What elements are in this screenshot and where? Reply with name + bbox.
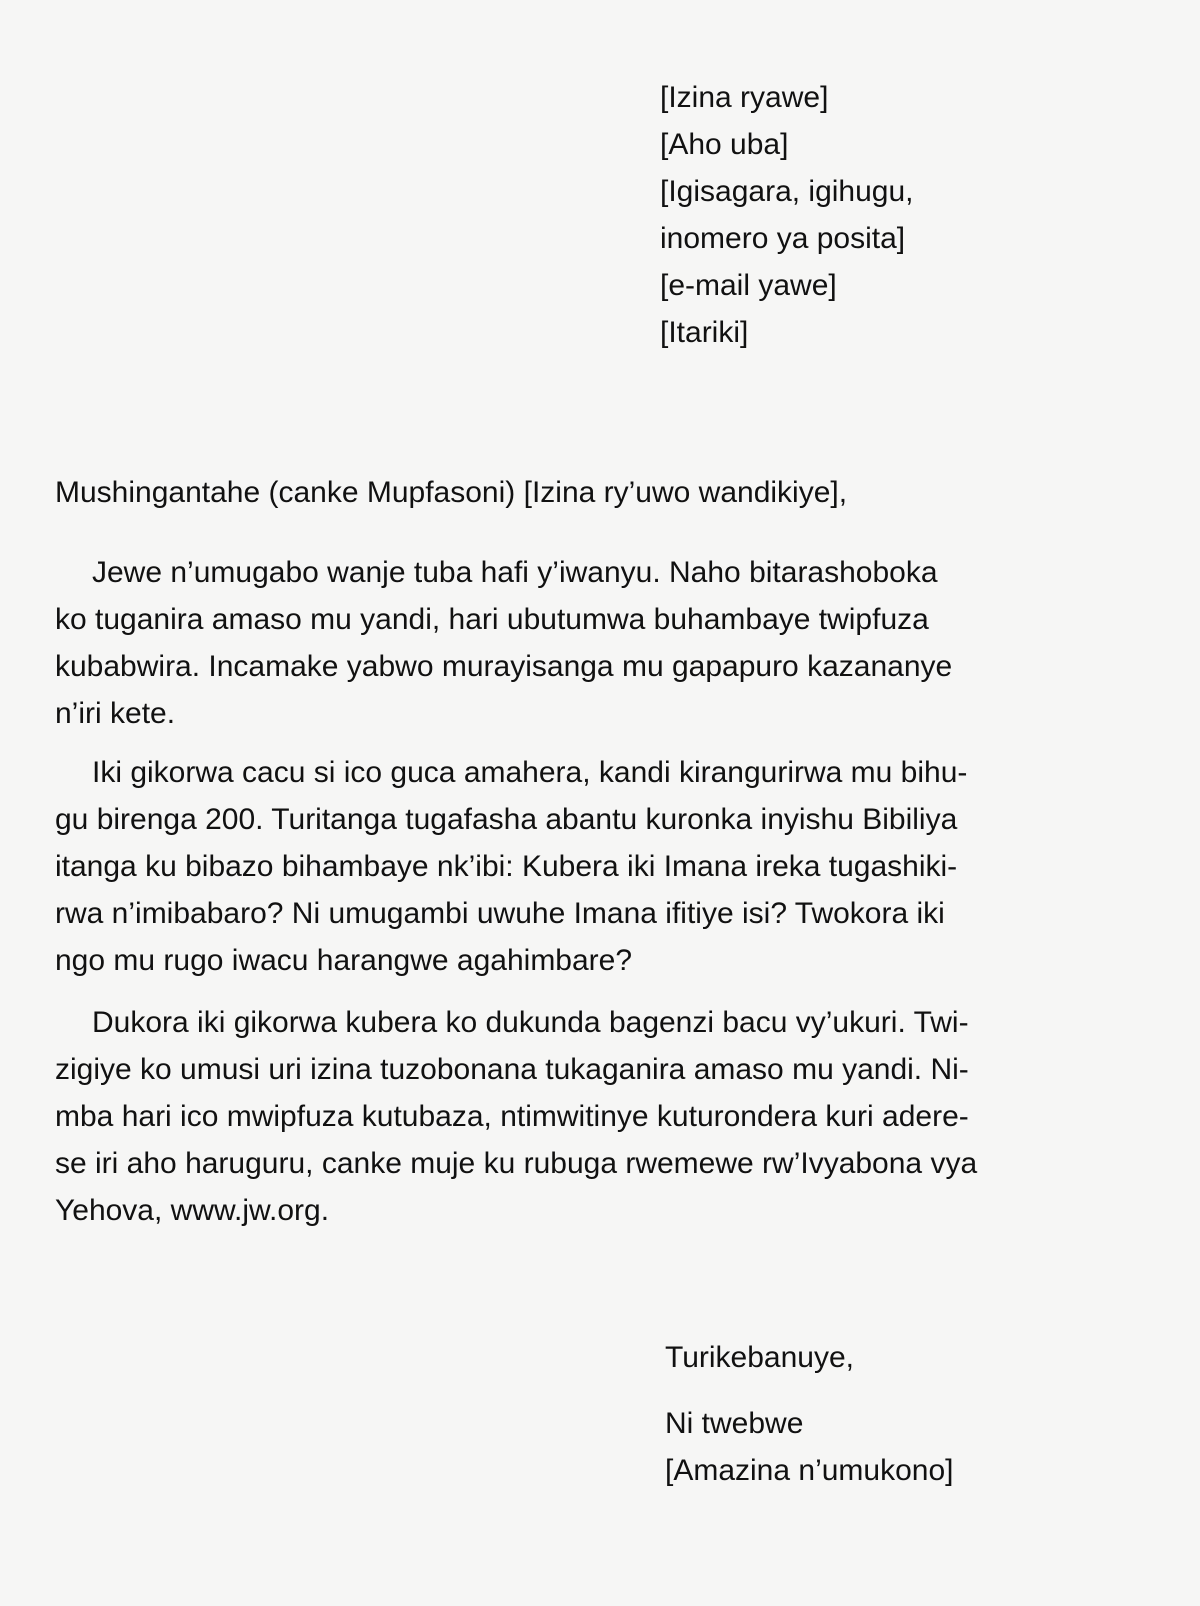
- paragraph-line: rwa n’imibabaro? Ni umugambi uwuhe Imana ifitiye isi? Twokora iki: [55, 897, 945, 930]
- letter-date: [Itariki]: [660, 316, 749, 349]
- paragraph-line: Iki gikorwa cacu si ico guca amahera, kandi kirangurirwa mu bihu-: [92, 756, 968, 789]
- sender-address: [Aho uba]: [660, 128, 789, 161]
- paragraph-line: Dukora iki gikorwa kubera ko dukunda bagenzi bacu vy’ukuri. Twi-: [92, 1006, 969, 1039]
- paragraph-3: [55, 999, 977, 1234]
- paragraph-line: Yehova, www.jw.org.: [55, 1194, 330, 1227]
- paragraph-line: n’iri kete.: [55, 697, 176, 730]
- paragraph-line: zigiye ko umusi uri izina tuzobonana tukaganira amaso mu yandi. Ni-: [55, 1053, 969, 1086]
- paragraph-line: se iri aho haruguru, canke muje ku rubuga rwemewe rw’Ivyabona vya: [55, 1147, 978, 1180]
- sender-address-block: [660, 74, 914, 356]
- paragraph-2: [55, 749, 967, 984]
- paragraph-line: itanga ku bibazo bihambaye nk’ibi: Kubera iki Imana ireka tugashiki-: [55, 850, 958, 883]
- signature-block: [665, 1400, 954, 1494]
- paragraph-line: kubabwira. Incamake yabwo murayisanga mu gapapuro kazananye: [55, 650, 953, 683]
- salutation: Mushingantahe (canke Mupfasoni) [Izina ry’uwo wandikiye],: [55, 476, 848, 509]
- signature-intro: Ni twebwe: [665, 1407, 804, 1440]
- sender-city-country: [Igisagara, igihugu,: [660, 175, 914, 208]
- sender-postal-code: inomero ya posita]: [660, 222, 906, 255]
- paragraph-line: Jewe n’umugabo wanje tuba hafi y’iwanyu. Naho bitarashoboka: [92, 556, 938, 589]
- closing: Turikebanuye,: [665, 1341, 854, 1374]
- paragraph-line: gu birenga 200. Turitanga tugafasha abantu kuronka inyishu Bibiliya: [55, 803, 958, 836]
- sender-name: [Izina ryawe]: [660, 81, 829, 114]
- paragraph-1: [55, 549, 952, 737]
- sender-email: [e-mail yawe]: [660, 269, 837, 302]
- signature-names: [Amazina n’umukono]: [665, 1454, 954, 1487]
- paragraph-line: mba hari ico mwipfuza kutubaza, ntimwitinye kuturondera kuri adere-: [55, 1100, 969, 1133]
- paragraph-line: ngo mu rugo iwacu harangwe agahimbare?: [55, 944, 633, 977]
- paragraph-line: ko tuganira amaso mu yandi, hari ubutumwa buhambaye twipfuza: [55, 603, 929, 636]
